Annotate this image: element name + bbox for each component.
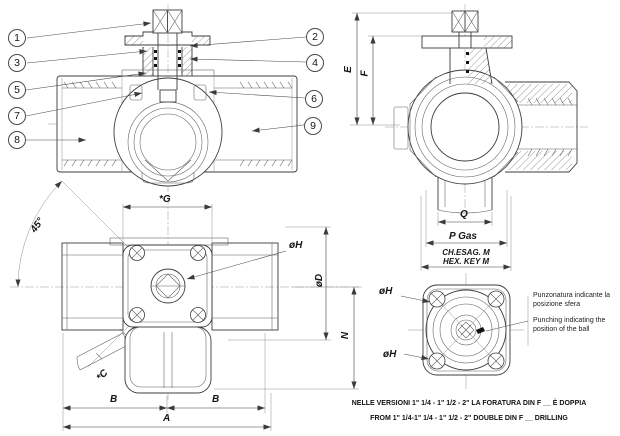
dim-label-p-gas: P Gas <box>449 231 477 242</box>
callout-9: 9 <box>304 117 322 135</box>
dim-label-g: *G <box>159 194 171 205</box>
dim-label-b-right: B <box>212 394 220 405</box>
punch-note-italian: Punzonatura indicante la posizione sfera <box>533 292 611 308</box>
dim-label-e: E <box>342 66 354 73</box>
dim-label-hex-key-it: CH.ESAG. M <box>442 248 490 257</box>
dim-label-a: A <box>163 413 171 424</box>
top-view <box>10 181 362 431</box>
callout-7: 7 <box>8 107 26 125</box>
front-section-view <box>48 4 312 192</box>
callout-4: 4 <box>306 54 324 72</box>
dim-label-f: F <box>359 70 371 77</box>
dim-label-45deg: 45° <box>28 216 47 235</box>
dim-label-c: *C <box>94 367 111 384</box>
callout-3: 3 <box>8 54 26 72</box>
dim-label-d: øD <box>314 273 326 288</box>
dim-label-h-bolt-top: øH <box>379 286 393 297</box>
footnote-italian: NELLE VERSIONI 1" 1/4 - 1" 1/2 - 2" LA FORATURA DIN F __ È DOPPIA <box>351 400 587 407</box>
dim-label-h-bolt-bottom: øH <box>383 349 397 360</box>
footnote-english: FROM 1" 1/4-1" 1/4 - 1" 1/2 - 2" DOUBLE DIN F __ DRILLING <box>370 415 568 422</box>
punch-note-english: Punching indicating the position of the ball <box>533 317 606 333</box>
dim-label-b-left: B <box>110 394 118 405</box>
callout-8: 8 <box>8 131 26 149</box>
callout-5: 5 <box>8 81 26 99</box>
dim-label-hex-key-en: HEX. KEY M <box>442 257 490 266</box>
callout-1: 1 <box>8 29 26 47</box>
bottom-view <box>401 273 528 389</box>
callout-6: 6 <box>305 90 323 108</box>
dim-label-h-top-view: øH <box>289 240 303 251</box>
callout-2: 2 <box>306 28 324 46</box>
dim-label-n: N <box>340 331 352 340</box>
dim-label-q: Q <box>460 209 468 220</box>
